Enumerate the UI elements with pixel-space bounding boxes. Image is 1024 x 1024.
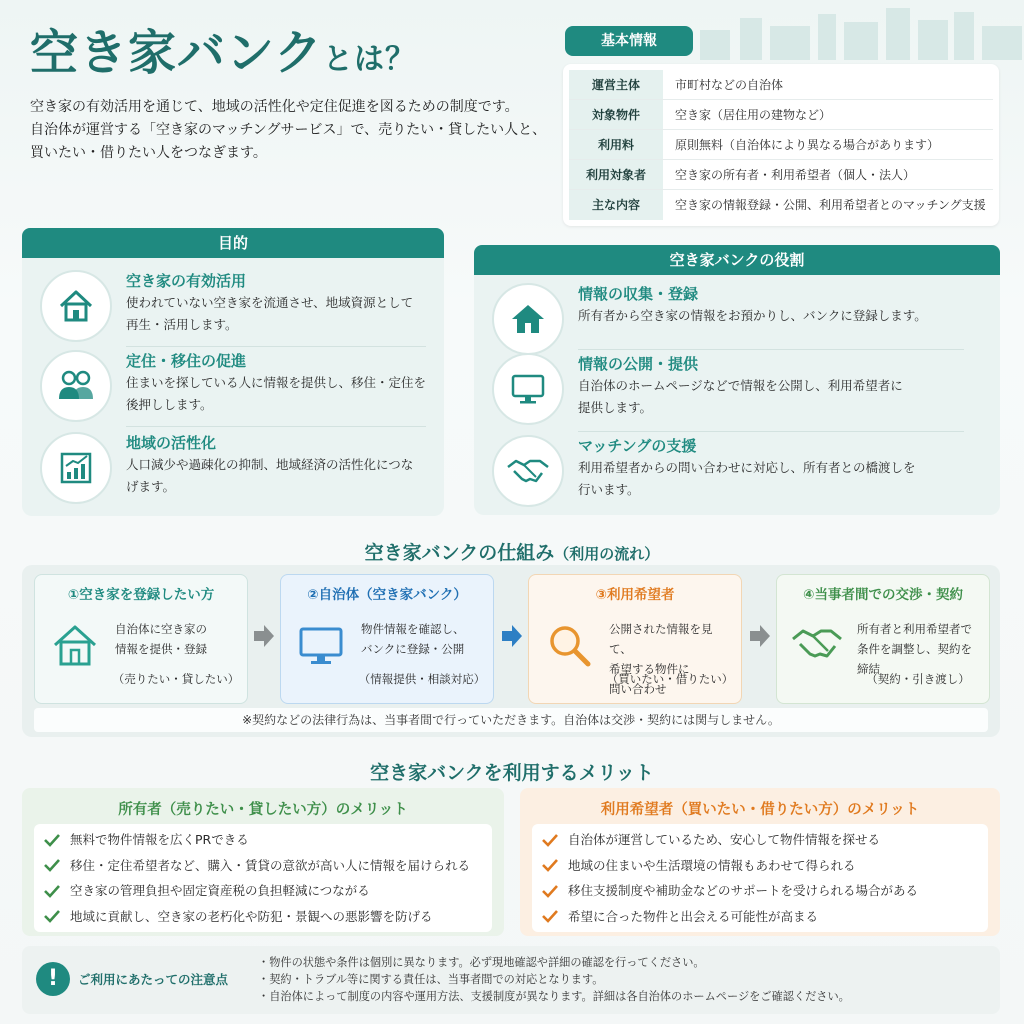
body-line: 物件情報を確認し、	[361, 622, 465, 636]
merit-text: 空き家の管理負担や固定資産税の負担軽減につながる	[70, 883, 370, 898]
step-note: （情報提供・相談対応）	[358, 672, 486, 686]
basic-info-value: 空き家の所有者・利用希望者（個人・法人）	[675, 168, 916, 182]
page-title-main: 空き家バンク	[30, 25, 324, 81]
merit-text: 自治体が運営しているため、安心して物件情報を探せる	[568, 832, 881, 847]
magnifier-icon	[543, 619, 595, 671]
intro-line: 買いたい・借りたい人をつなぎます。	[30, 145, 267, 161]
divider	[126, 346, 426, 347]
exclamation-icon: !	[36, 962, 70, 996]
caution-item: ・自治体によって制度の内容や運用方法、支援制度が異なります。詳細は各自治体のホームページをご確認ください。	[258, 990, 850, 1003]
body-line: 情報を提供・登録	[115, 642, 207, 656]
merit-item	[542, 878, 978, 904]
body-line: 希望する物件に	[609, 662, 690, 676]
role-item-body	[578, 457, 982, 501]
body-line: 条件を調整し、契約を	[857, 642, 972, 656]
merit-text: 希望に合った物件と出会える可能性が高まる	[568, 908, 819, 924]
check-icon	[542, 833, 558, 847]
flow-title-main: 空き家バンクの仕組み	[364, 542, 555, 564]
body-line: 再生・活用します。	[126, 317, 238, 332]
body-line: 公開された情報を見て、	[609, 622, 713, 656]
flow-step-municipality	[280, 574, 494, 704]
role-item	[492, 353, 982, 425]
chart-icon	[40, 432, 112, 504]
divider	[578, 431, 964, 432]
body-line: 行います。	[578, 482, 640, 497]
purpose-item-title: 空き家の有効活用	[126, 272, 247, 290]
divider	[578, 349, 964, 350]
caution-label: ご利用にあたっての注意点	[78, 972, 229, 987]
merit-item	[44, 827, 482, 853]
merit-text: 地域の住まいや生活環境の情報もあわせて得られる	[568, 857, 856, 873]
purpose-item	[40, 270, 426, 342]
role-item-body	[578, 375, 982, 419]
step-body	[609, 619, 735, 699]
monitor-icon	[492, 353, 564, 425]
flow-step-contract	[776, 574, 990, 704]
step-title: ③利用希望者	[595, 587, 675, 603]
step-title: ②自治体（空き家バンク）	[307, 587, 467, 603]
basic-info-key: 対象物件	[569, 100, 663, 129]
role-panel	[474, 245, 1000, 515]
purpose-item	[40, 432, 426, 504]
handshake-icon	[791, 619, 843, 671]
merit-text: 無料で物件情報を広くPRできる	[70, 832, 249, 847]
merit-item	[44, 878, 482, 904]
basic-info-tag: 基本情報	[565, 26, 693, 56]
monitor-icon	[295, 619, 347, 671]
merit-item	[44, 904, 482, 930]
purpose-item-body	[126, 454, 426, 498]
merit-text: 移住支援制度や補助金などのサポートを受けられる場合がある	[568, 883, 919, 898]
check-icon	[44, 909, 60, 923]
caution-item: ・物件の状態や条件は個別に異なります。必ず現地確認や詳細の確認を行ってください。	[258, 956, 705, 969]
basic-info-row	[569, 130, 993, 160]
house-icon	[49, 619, 101, 671]
basic-info-value: 原則無料（自治体により異なる場合があります）	[675, 138, 940, 152]
handshake-icon	[492, 435, 564, 507]
role-item-body	[578, 305, 982, 327]
body-line: 人口減少や過疎化の抑制、地域経済の活性化につな	[126, 457, 414, 472]
body-line: 締結	[857, 662, 880, 676]
intro-line: 自治体が運営する「空き家のマッチングサービス」で、売りたい・貸したい人と、	[30, 122, 547, 138]
divider	[126, 426, 426, 427]
page-title-suffix: とは？	[323, 42, 417, 77]
arrow-right-icon	[252, 622, 276, 650]
house-icon	[40, 270, 112, 342]
step-note: （買いたい・借りたい）	[606, 672, 734, 686]
basic-info-value: 市町村などの自治体	[675, 78, 784, 92]
arrow-right-icon	[500, 622, 524, 650]
role-heading: 空き家バンクの役割	[474, 245, 1000, 275]
step-title: ①空き家を登録したい方	[67, 587, 215, 603]
intro-text	[30, 96, 550, 165]
basic-info-value: 空き家（居住用の建物など）	[675, 108, 832, 122]
check-icon	[44, 858, 60, 872]
basic-info-key: 運営主体	[569, 70, 663, 99]
owner-merits-heading: 所有者（売りたい・貸したい方）のメリット	[118, 802, 408, 818]
body-line: 住まいを探している人に情報を提供し、移住・定住を	[126, 375, 427, 390]
flow-note: ※契約などの法律行為は、当事者間で行っていただきます。自治体は交渉・契約には関与しません。	[34, 708, 988, 732]
flow-step-user	[528, 574, 742, 704]
step-title: ④当事者間での交渉・契約	[803, 587, 963, 603]
body-line: 利用希望者からの問い合わせに対応し、所有者との橋渡しを	[578, 460, 916, 475]
role-item	[492, 283, 982, 355]
caution-list	[258, 954, 850, 1005]
body-line: 使われていない空き家を流通させ、地域資源として	[126, 295, 414, 310]
owner-merit-list	[34, 824, 492, 932]
basic-info-key: 主な内容	[569, 190, 663, 220]
merit-item	[44, 853, 482, 879]
page-title	[30, 14, 416, 83]
purpose-item-body	[126, 292, 426, 336]
basic-info-table	[563, 64, 999, 226]
body-line: 所有者から空き家の情報をお預かりし、バンクに登録します。	[578, 308, 927, 323]
role-item-title: 情報の公開・提供	[578, 355, 699, 373]
step-body	[857, 619, 983, 679]
arrow-right-icon	[748, 622, 772, 650]
step-body	[361, 619, 487, 659]
step-note: （売りたい・貸したい）	[112, 672, 240, 686]
house-icon	[492, 283, 564, 355]
basic-info-row	[569, 70, 993, 100]
people-icon	[40, 350, 112, 422]
purpose-item	[40, 350, 426, 422]
body-line: 提供します。	[578, 400, 653, 415]
merit-title: 空き家バンクを利用するメリット	[370, 762, 654, 784]
check-icon	[44, 884, 60, 898]
basic-info-row	[569, 100, 993, 130]
role-item	[492, 435, 982, 507]
skyline-decoration	[690, 0, 1024, 60]
body-line: バンクに登録・公開	[361, 642, 465, 656]
merit-text: 地域に貢献し、空き家の老朽化や防犯・景観への悪影響を防げる	[70, 908, 433, 924]
basic-info-value: 空き家の情報登録・公開、利用希望者とのマッチング支援	[675, 198, 986, 212]
basic-info-key: 利用料	[569, 130, 663, 159]
step-body	[115, 619, 241, 659]
purpose-panel	[22, 228, 444, 516]
purpose-heading: 目的	[22, 228, 444, 258]
step-note: （契約・引き渡し）	[866, 672, 970, 686]
owner-merits	[22, 788, 504, 936]
body-line: 自治体に空き家の	[115, 622, 207, 636]
check-icon	[542, 858, 558, 872]
merit-item	[542, 853, 978, 879]
purpose-item-title: 地域の活性化	[126, 434, 217, 452]
basic-info-row	[569, 160, 993, 190]
user-merit-list	[532, 824, 988, 932]
user-merits-heading: 利用希望者（買いたい・借りたい方）のメリット	[600, 802, 920, 818]
check-icon	[44, 833, 60, 847]
merit-text: 移住・定住希望者など、購入・賃貸の意欲が高い人に情報を届けられる	[70, 857, 471, 873]
basic-info-row	[569, 190, 993, 220]
merit-item	[542, 827, 978, 853]
user-merits	[520, 788, 1000, 936]
caution-item: ・契約・トラブル等に関する責任は、当事者間での対応となります。	[258, 973, 604, 986]
purpose-item-body	[126, 372, 426, 416]
flow-title-sub: （利用の流れ）	[554, 545, 660, 563]
body-line: 問い合わせ	[609, 682, 667, 696]
basic-info-key: 利用対象者	[569, 160, 663, 189]
body-line: 自治体のホームページなどで情報を公開し、利用希望者に	[578, 378, 903, 393]
body-line: げます。	[126, 479, 176, 494]
intro-line: 空き家の有効活用を通じて、地域の活性化や定住促進を図るための制度です。	[30, 99, 519, 115]
body-line: 所有者と利用希望者で	[857, 622, 972, 636]
flow-step-owner	[34, 574, 248, 704]
flow-title	[0, 538, 1024, 565]
body-line: 後押しします。	[126, 397, 213, 412]
check-icon	[542, 909, 558, 923]
check-icon	[542, 884, 558, 898]
merit-item	[542, 904, 978, 930]
role-item-title: 情報の収集・登録	[578, 285, 699, 303]
purpose-item-title: 定住・移住の促進	[126, 352, 247, 370]
role-item-title: マッチングの支援	[578, 437, 697, 455]
